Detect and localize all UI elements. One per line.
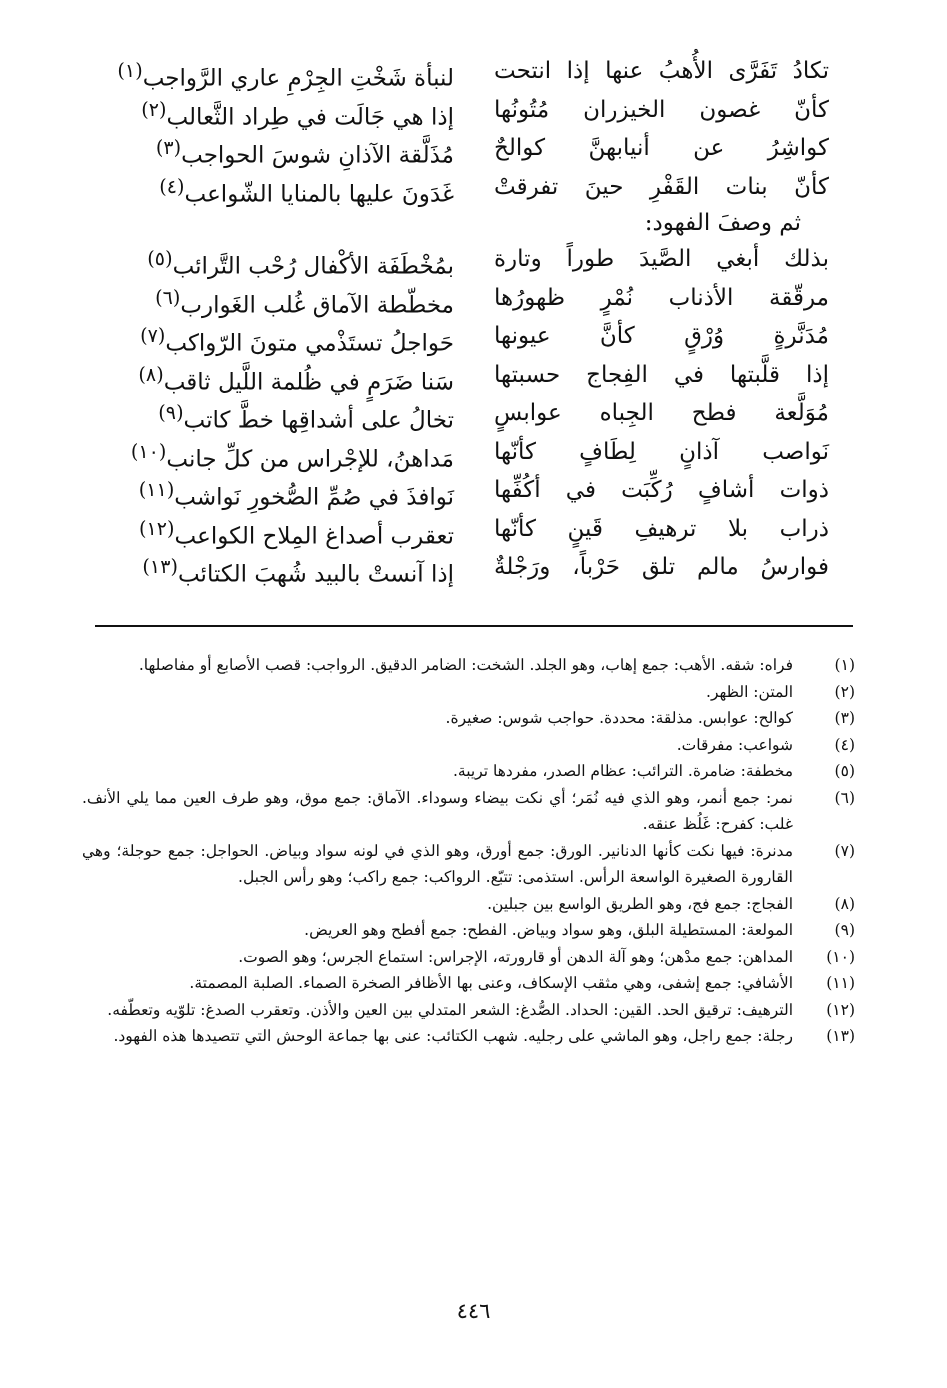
footnote [82, 785, 855, 838]
footnote-text: المداهن: جمع مدْهن؛ وهو آلة الدهن أو قارورته، الإجراس: استماع الجرس؛ وهو الصوت. [238, 947, 793, 966]
footnote-number: (٤) [834, 735, 855, 754]
verse-second-hemistich [116, 548, 454, 594]
footnote-number: (١١) [826, 974, 855, 992]
hemistich-text: تعقرب أصداغ المِلاح الكواعب [174, 523, 454, 550]
verse-first-hemistich: تكادُ تَفَرَّى الأُهبُ عنها إذا انتحت [494, 58, 829, 84]
page-number: ٤٤٦ [456, 1299, 491, 1323]
footnote [82, 838, 855, 891]
footnote-text: مدنرة: فيها نكت كأنها الدنانير. الورق: جمع أورق، وهو الذي في لونه سواد وبياض. الحواجل: جمع حوجلة؛ وهي القارورة الصغيرة الواسعة الرأس. استذمى: تتبّع. الرواكب: جمع راكب؛ وهو رأس الجبل. [82, 841, 793, 886]
verse-row [95, 168, 829, 207]
verse-row [95, 317, 829, 356]
footnote-number: (١٣) [826, 1027, 855, 1045]
footnote-ref: (٤) [159, 174, 185, 198]
footnote [82, 679, 855, 706]
hemistich-text: لنبأة شَخْتِ الجِرْمِ عاري الرَّواجب [142, 65, 454, 92]
verse-first-hemistich: إذا قلَّبتها في الفِجاج حسبتها [494, 361, 829, 388]
verse-first-hemistich: كأنّ بنات القَفْرِ حينَ تفرقتْ [494, 173, 829, 200]
footnote [82, 997, 855, 1024]
hemistich-text: إذا هي جَالَت في طِراد الثَّعالب [166, 104, 454, 131]
verse-row [95, 129, 829, 168]
verse-first-hemistich: بذلك أبغي الصَّيدَ طوراً وتارة [494, 246, 829, 272]
footnote-number: (١٠) [826, 947, 855, 966]
verse-first-hemistich: كواشِرُ عن أنيابهنَّ كوالحٌ [494, 135, 829, 161]
footnote-number: (٨) [834, 894, 855, 913]
footnote-text: الأشافي: جمع إشفى، وهي مثقب الإسكاف، وعنى بها الأظافر الصخرة الصماء. الصلبة المصمتة. [189, 974, 793, 992]
hemistich-text: مُذَلَّقة الآذانِ شوسَ الحواجب [181, 142, 454, 169]
footnote-ref: (١٣) [142, 555, 178, 578]
footnote-text: كوالح: عوابس. مذلقة: محددة. حواجب شوس: صغيرة. [445, 709, 793, 727]
footnote-number: (١٢) [826, 1000, 855, 1019]
hemistich-text: بمُخْطَفَة الأكْفال رُحْب التَّرائب [172, 253, 454, 280]
hemistich-text: غَدَونَ عليها بالمنايا الشّواعب [184, 181, 454, 208]
verse-row [95, 394, 829, 433]
footnote [82, 652, 855, 679]
hemistich-text: مخطّطة الآماق غُلب الغَوارب [180, 292, 454, 319]
footnote-text: شواعب: مفرقات. [676, 735, 793, 754]
verse-first-hemistich: مرقّقة الأذناب نُمْرٍ ظهورُها [494, 284, 829, 311]
footnote [82, 705, 855, 732]
verse-row [95, 52, 829, 91]
footnote-number: (١) [834, 656, 855, 674]
poem-block [95, 52, 829, 587]
footnote [82, 732, 855, 759]
footnote-number: (٩) [834, 921, 855, 939]
footnote-ref: (٣) [155, 136, 182, 159]
footnote-ref: (١١) [138, 478, 175, 501]
footnote-ref: (٩) [158, 401, 184, 424]
hemistich-text: حَواجلُ تستَذْمي متونَ الرّواكب [165, 330, 454, 357]
verse-first-hemistich: مُوَلَّعة فطح الجِباه عوابسٍ [494, 400, 829, 426]
footnote-ref: (١٢) [138, 516, 175, 540]
footnote-text: فراه: شقه. الأهب: جمع إهاب، وهو الجلد. الشخت: الضامر الدقيق. الرواجب: قصب الأصابع أو مفاصلها. [138, 656, 793, 674]
verse-row [95, 240, 829, 279]
intro-line: ثم وصفَ الفهود: [644, 210, 801, 236]
footnote-number: (٦) [834, 788, 855, 807]
verse-row [95, 471, 829, 510]
verse-row [95, 91, 829, 130]
footnote-separator [95, 625, 853, 627]
footnote-ref: (٧) [140, 324, 166, 347]
intro-row [95, 206, 829, 240]
verse-first-hemistich: فوارسُ مالم تلق حَرْباً، ورَجْلةٌ [494, 554, 829, 580]
footnote [82, 944, 855, 971]
hemistich-text: مَداهنُ، للإجْراس من كلِّ جانب [166, 446, 454, 473]
footnote [82, 917, 855, 944]
footnotes-block [82, 652, 855, 1050]
hemistich-text: نَوافذَ في صُمِّ الصُّخورِ نَواشب [174, 484, 454, 511]
footnote-text: الفجاج: جمع فج، وهو الطريق الواسع بين جبلين. [487, 894, 793, 913]
verse-row [95, 433, 829, 472]
verse-row [95, 548, 829, 587]
footnote-text: مخطفة: ضامرة. الترائب: عظام الصدر، مفردها تريبة. [452, 762, 793, 780]
verse-row [95, 356, 829, 395]
verse-first-hemistich: نَواصب آذانٍ لِطَافٍ كأنّها [494, 438, 829, 465]
footnote-text: رجلة: جمع راجل، وهو الماشي على رجليه. شهب الكتائب: عنى بها جماعة الوحش التي تتصيدها هذه الفهود. [113, 1027, 793, 1045]
footnote-text: المولعة: المستطيلة البلق، وهو سواد وبياض. الفطح: جمع أفطح وهو العريض. [304, 921, 793, 939]
footnote-number: (٥) [834, 762, 855, 780]
verse-row [95, 510, 829, 549]
verse-first-hemistich: ذراب بلا ترهيفِ قَينٍ كأنّها [494, 515, 829, 542]
footnote-text: الترهيف: ترقيق الحد. القين: الحداد. الصُّدغ: الشعر المتدلي بين العين والأذن. وتعقرب الصدغ: تلوّيه وتعطّفه. [107, 1000, 793, 1019]
hemistich-text: سَنا ضَرَمٍ في ظُلمة اللَّيل ثاقب [163, 369, 454, 396]
footnote-text: نمر: جمع أنمر، وهو الذي فيه نُمَر؛ أي نكت بيضاء وسوداء. الآماق: جمع موق، وهو طرف العين مما يلي الأنف. غلب: كفرح: غَلُظ عنقه. [82, 788, 793, 833]
footnote-number: (٧) [834, 841, 855, 860]
hemistich-text: تخالُ على أشداقِها خطَّ كاتب [183, 407, 454, 434]
footnote [82, 970, 855, 997]
footnote-ref: (٢) [141, 97, 167, 121]
footnote-ref: (٥) [147, 247, 173, 270]
verse-row [95, 279, 829, 318]
footnote-ref: (٨) [138, 362, 164, 386]
footnote-ref: (١٠) [130, 439, 167, 463]
footnote-number: (٣) [834, 709, 855, 727]
footnote-text: المتن: الظهر. [706, 682, 793, 701]
verse-first-hemistich: كأنّ غصون الخيزران مُتُونُها [494, 96, 829, 123]
footnote-ref: (٦) [155, 285, 181, 309]
footnote [82, 891, 855, 918]
verse-first-hemistich: ذوات أشافٍ رُكِّبَت في أكُفِّها [494, 477, 829, 503]
verse-first-hemistich: مُدَنَّرةٍ وُرْقٍ كأنَّ عيونها [494, 323, 829, 349]
hemistich-text: إذا آنستْ بالبيد شُهبَ الكتائب [177, 561, 454, 588]
footnote-ref: (١) [117, 59, 143, 82]
footnote [82, 1023, 855, 1050]
footnote [82, 758, 855, 785]
footnote-number: (٢) [834, 682, 855, 701]
